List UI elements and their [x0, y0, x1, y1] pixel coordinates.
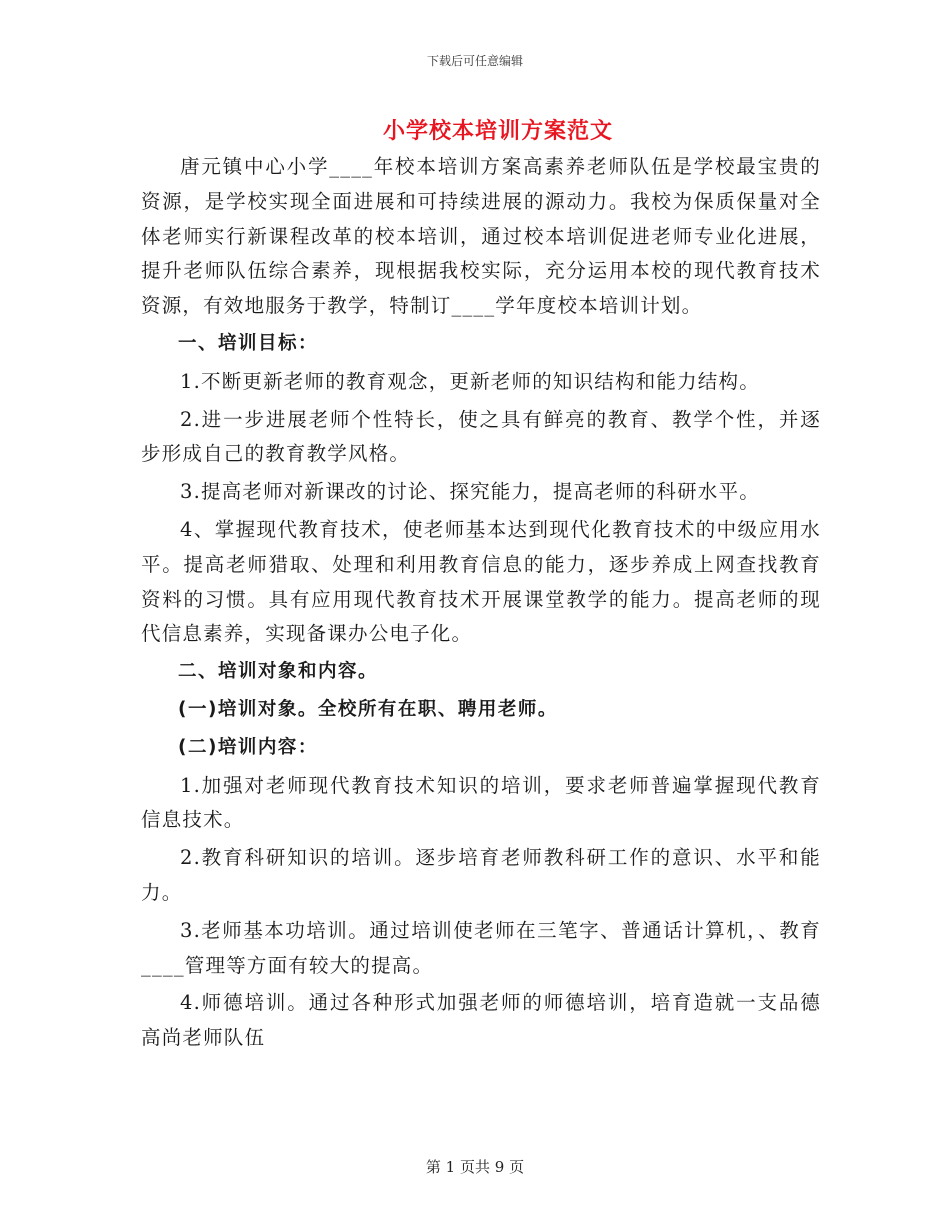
- section-heading-goals: 一、培训目标：: [178, 332, 319, 354]
- section-heading-targets: 二、培训对象和内容。: [178, 661, 379, 683]
- goal-item-4: 4、掌握现代教育技术，使老师基本达到现代化教育技术的中级应用水平。提高老师猎取、处理和利用教育信息的能力，逐步养成上网查找教育资料的习惯。具有应用现代教育技术开展课堂教学的能力。提高老师的现代信息素养，实现备课办公电子化。: [141, 517, 821, 646]
- content-item-4: 4.师德培训。通过各种形式加强老师的师德培训，培育造就一支品德高尚老师队伍: [141, 991, 821, 1050]
- goal-item-1: 1.不断更新老师的教育观念，更新老师的知识结构和能力结构。: [180, 369, 760, 393]
- header-note: 下载后可任意编辑: [426, 54, 523, 68]
- subheading-content: (二)培训内容：: [178, 736, 318, 758]
- intro-paragraph: 唐元镇中心小学____年校本培训方案高素养老师队伍是学校最宝贵的资源，是学校实现全面进展和可持续进展的源动力。我校为保质保量对全体老师实行新课程改革的校本培训，通过校本培训促进老师专业化进展，提升老师队伍综合素养，现根据我校实际，充分运用本校的现代教育技术资源，有效地服务于教学，特制订____学年度校本培训计划。: [141, 155, 821, 318]
- document-body: [141, 150, 821, 1059]
- content-item-1: 1.加强对老师现代教育技术知识的培训，要求老师普遍掌握现代教育信息技术。: [141, 773, 821, 832]
- subheading-targets: (一)培训对象。全校所有在职、聘用老师。: [178, 698, 558, 720]
- content-item-2: 2.教育科研知识的培训。逐步培育老师教科研工作的意识、水平和能力。: [141, 846, 821, 904]
- goal-item-3: 3.提高老师对新课改的讨论、探究能力，提高老师的科研水平。: [180, 480, 760, 504]
- page-number-footer: 第 1 页共 9 页: [425, 1158, 525, 1176]
- document-title: 小学校本培训方案范文: [382, 119, 613, 144]
- content-item-3: 3.老师基本功培训。通过培训使老师在三笔字、普通话计算机，、教育____管理等方面有较大的提高。: [141, 918, 821, 977]
- goal-item-2: 2.进一步进展老师个性特长，使之具有鲜亮的教育、教学个性，并逐步形成自己的教育教学风格。: [141, 407, 821, 466]
